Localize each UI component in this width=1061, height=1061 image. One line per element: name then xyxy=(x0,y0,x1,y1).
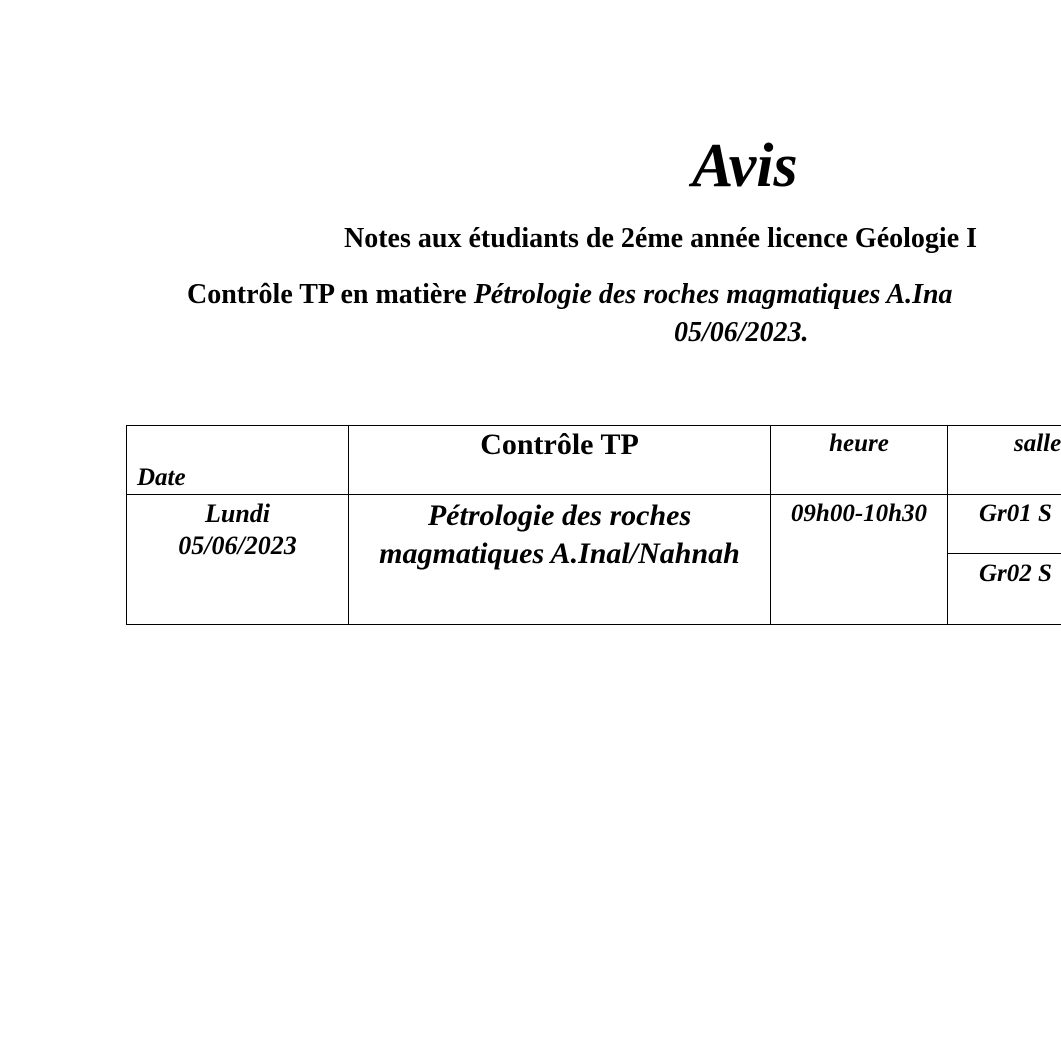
cell-hour: 09h00-10h30 xyxy=(771,495,948,625)
control-line-subject: Pétrologie des roches magmatiques A.Ina xyxy=(473,279,953,310)
cell-subject xyxy=(349,495,771,625)
header-control: Contrôle TP xyxy=(349,426,771,495)
cell-date xyxy=(127,495,349,625)
exam-schedule-table xyxy=(126,425,1061,625)
cell-subject-line1: Pétrologie des roches xyxy=(427,499,692,532)
cell-date-value: 05/06/2023 xyxy=(178,531,297,560)
page-title: Avis xyxy=(692,132,798,200)
table-row xyxy=(127,495,1061,554)
cell-day: Lundi xyxy=(204,499,271,528)
cell-room-group2: Gr02 S xyxy=(948,554,1061,625)
control-line xyxy=(187,278,953,312)
control-date: 05/06/2023. xyxy=(674,317,809,348)
exam-table-wrapper xyxy=(126,425,1061,625)
cell-subject-line2: magmatiques A.Inal/Nahnah xyxy=(379,537,740,570)
header-hour: heure xyxy=(771,426,948,495)
header-date: Date xyxy=(127,426,349,495)
cell-room-group1: Gr01 S xyxy=(948,495,1061,554)
header-room: salle xyxy=(948,426,1061,495)
table-header-row xyxy=(127,426,1061,495)
notes-line: Notes aux étudiants de 2éme année licence Géologie I xyxy=(344,223,978,254)
control-line-prefix: Contrôle TP en matière xyxy=(187,279,474,310)
